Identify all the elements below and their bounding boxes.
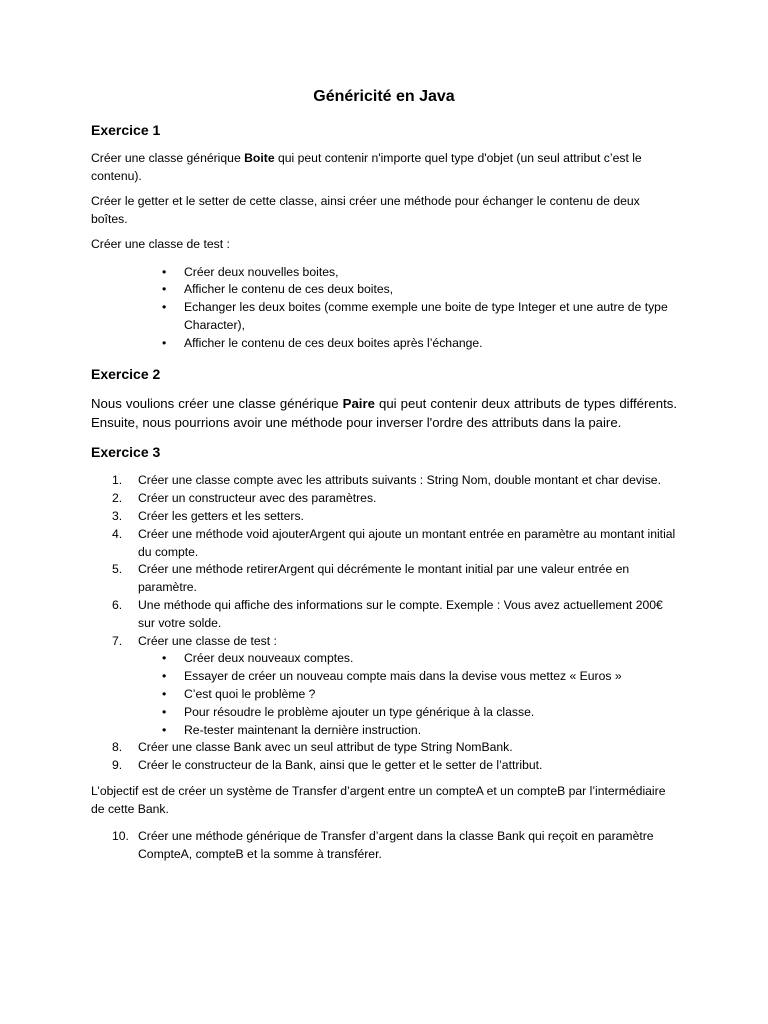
list-number: 4. bbox=[112, 526, 123, 541]
exercise-1-bullet-list bbox=[91, 264, 677, 353]
list-item-text: Créer le constructeur de la Bank, ainsi que le getter et le setter de l’attribut. bbox=[138, 758, 543, 773]
exercise-1-paragraph-2: Créer le getter et le setter de cette classe, ainsi créer une méthode pour échanger le contenu de deux boîtes. bbox=[91, 194, 640, 226]
exercise-2-p-after: qui peut contenir deux attributs de types différents. Ensuite, nous pourrions avoir une méthode pour inverser l'ordre des attributs dans la paire. bbox=[91, 396, 677, 431]
list-item-text: Créer une méthode void ajouterArgent qui ajoute un montant entrée en paramètre au montant initial du compte. bbox=[138, 526, 676, 559]
list-item-text: Créer une méthode générique de Transfer d’argent dans la classe Bank qui reçoit en paramètre CompteA, compteB et la somme à transférer. bbox=[138, 829, 654, 861]
list-item: • Afficher le contenu de ces deux boites, bbox=[184, 281, 677, 299]
list-item-text: Créer une classe de test : bbox=[138, 633, 277, 648]
exercise-1-paragraph-1 bbox=[91, 150, 677, 185]
list-number: 1. bbox=[112, 473, 123, 488]
exercise-1-p1-after: qui peut contenir n'importe quel type d'objet (un seul attribut c’est le contenu). bbox=[91, 151, 642, 183]
exercise-1-heading: Exercice 1 bbox=[91, 122, 161, 138]
exercise-2-heading: Exercice 2 bbox=[91, 366, 161, 383]
exercise-3-numbered-list bbox=[91, 472, 677, 775]
list-item bbox=[112, 526, 677, 562]
sub-list-item: • Pour résoudre le problème ajouter un type générique à la classe. bbox=[184, 704, 677, 722]
exercise-2-p-bold: Paire bbox=[342, 396, 375, 412]
list-number: 7. bbox=[112, 633, 123, 648]
exercise-1-paragraph-3: Créer une classe de test : bbox=[91, 237, 230, 251]
list-item: • Echanger les deux boites (comme exemple une boite de type Integer et une autre de type Character), bbox=[184, 299, 677, 335]
list-item-text: Créer une classe Bank avec un seul attribut de type String NomBank. bbox=[138, 740, 513, 755]
list-number: 8. bbox=[112, 740, 123, 755]
sub-list-item: • Créer deux nouveaux comptes. bbox=[184, 650, 677, 668]
list-item bbox=[112, 633, 677, 740]
list-number: 10. bbox=[112, 829, 129, 844]
list-item-text: Créer un constructeur avec des paramètres. bbox=[138, 491, 377, 506]
list-number: 5. bbox=[112, 562, 123, 577]
sub-list-item: • Re-tester maintenant la dernière instruction. bbox=[184, 722, 677, 740]
list-item: • Afficher le contenu de ces deux boites après l’échange. bbox=[184, 335, 677, 353]
list-number: 2. bbox=[112, 491, 123, 506]
exercise-1-p1-before: Créer une classe générique bbox=[91, 151, 245, 165]
list-item bbox=[112, 508, 677, 526]
exercise-2-p-before: Nous voulions créer une classe générique bbox=[91, 396, 343, 412]
list-item bbox=[112, 472, 677, 490]
sub-list-item: • Essayer de créer un nouveau compte mais dans la devise vous mettez « Euros » bbox=[184, 668, 677, 686]
list-number: 9. bbox=[112, 758, 123, 773]
exercise-3-sub-list bbox=[138, 650, 677, 739]
exercise-3-paragraph: L’objectif est de créer un système de Transfer d’argent entre un compteA et un compteB par l’intermédiaire de cette Bank. bbox=[91, 784, 666, 816]
document-title: Généricité en Java bbox=[313, 88, 455, 105]
list-item bbox=[112, 739, 677, 757]
sub-list-item: • C’est quoi le problème ? bbox=[184, 686, 677, 704]
list-item-text: Créer les getters et les setters. bbox=[138, 509, 304, 524]
exercise-3-numbered-list-continued bbox=[91, 828, 677, 864]
exercise-1-p1-bold: Boite bbox=[244, 151, 275, 165]
list-number: 3. bbox=[112, 509, 123, 524]
list-item bbox=[112, 828, 677, 864]
list-item bbox=[112, 490, 677, 508]
list-number: 6. bbox=[112, 598, 123, 613]
list-item bbox=[112, 757, 677, 775]
list-item-text: Une méthode qui affiche des informations sur le compte. Exemple : Vous avez actuellement 200€ sur votre solde. bbox=[138, 598, 663, 630]
exercise-2-paragraph bbox=[91, 394, 677, 432]
list-item-text: Créer une classe compte avec les attributs suivants : String Nom, double montant et char devise. bbox=[138, 473, 661, 488]
list-item bbox=[112, 561, 677, 597]
list-item: • Créer deux nouvelles boites, bbox=[184, 264, 677, 282]
document-page bbox=[91, 86, 677, 872]
exercise-3-heading: Exercice 3 bbox=[91, 444, 161, 461]
list-item bbox=[112, 597, 677, 633]
list-item-text: Créer une méthode retirerArgent qui décrémente le montant initial par une valeur entrée en paramètre. bbox=[138, 562, 630, 595]
